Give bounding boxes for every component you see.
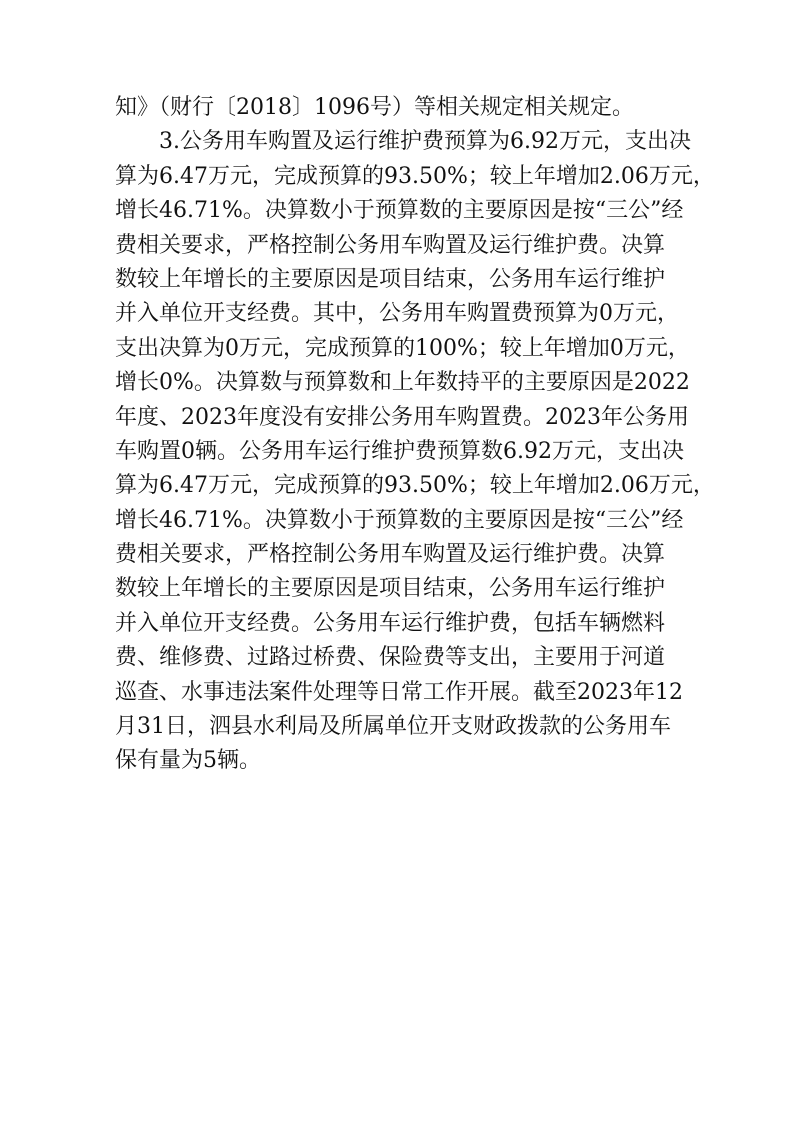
text-line-1: 知》（财行〔2018〕1096号）等相关规定相关规定。 bbox=[115, 95, 634, 120]
text-line-11: 车购置0辆。公务用车运行维护费预算数6.92万元，支出决 bbox=[115, 438, 684, 464]
text-line-17: 费、维修费、过路过桥费、保险费等支出，主要用于河道 bbox=[115, 645, 666, 671]
text-line-20: 保有量为5辆。 bbox=[115, 748, 261, 774]
text-line-13: 增长46.71%。决算数小于预算数的主要原因是按“三公”经 bbox=[115, 507, 684, 533]
text-line-9: 增长0%。决算数与预算数和上年数持平的主要原因是2022 bbox=[115, 370, 690, 396]
text-line-18: 巡查、水事违法案件处理等日常工作开展。截至2023年12 bbox=[115, 679, 683, 705]
text-line-2: 3.公务用车购置及运行维护费预算为6.92万元，支出决 bbox=[159, 129, 691, 155]
text-line-12: 算为6.47万元，完成预算的93.50%；较上年增加2.06万元， bbox=[115, 473, 715, 499]
text-line-16: 并入单位开支经费。公务用车运行维护费，包括车辆燃料 bbox=[115, 610, 666, 636]
text-line-7: 并入单位开支经费。其中，公务用车购置费预算为0万元， bbox=[115, 301, 679, 327]
text-line-15: 数较上年增长的主要原因是项目结束，公务用车运行维护 bbox=[115, 576, 666, 602]
text-line-8: 支出决算为0万元，完成预算的100%；较上年增加0万元， bbox=[115, 335, 690, 361]
text-line-14: 费相关要求，严格控制公务用车购置及运行维护费。决算 bbox=[115, 542, 666, 568]
text-line-3: 算为6.47万元，完成预算的93.50%；较上年增加2.06万元， bbox=[115, 163, 715, 189]
text-line-19: 月31日，泗县水利局及所属单位开支财政拨款的公务用车 bbox=[115, 714, 671, 740]
text-line-5: 费相关要求，严格控制公务用车购置及运行维护费。决算 bbox=[115, 232, 666, 258]
body-text bbox=[115, 91, 715, 779]
text-line-6: 数较上年增长的主要原因是项目结束，公务用车运行维护 bbox=[115, 266, 666, 292]
text-line-4: 增长46.71%。决算数小于预算数的主要原因是按“三公”经 bbox=[115, 198, 684, 224]
text-line-10: 年度、2023年度没有安排公务用车购置费。2023年公务用 bbox=[115, 404, 689, 430]
